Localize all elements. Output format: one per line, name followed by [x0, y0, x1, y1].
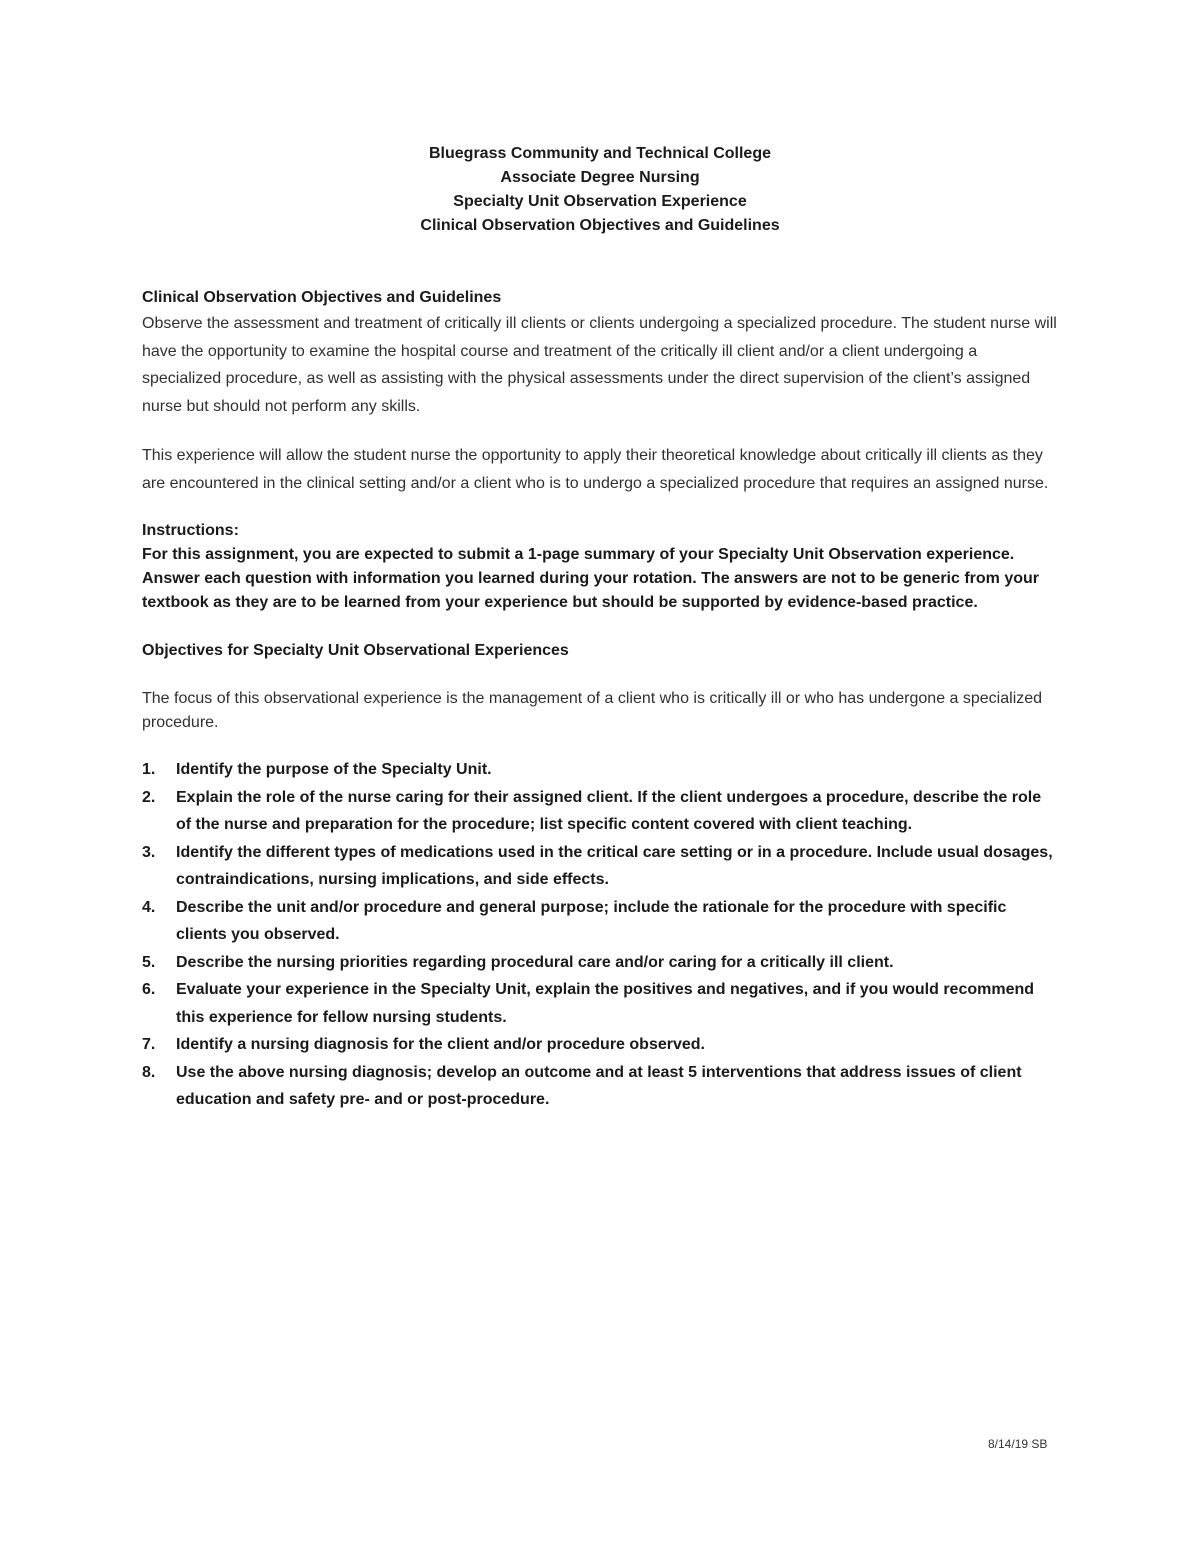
- list-item-text: Use the above nursing diagnosis; develop an outcome and at least 5 interventions that address issues of client education and safety pre- and or post-procedure.: [176, 1063, 1022, 1108]
- guidelines-paragraph-1: Observe the assessment and treatment of critically ill clients or clients undergoing a specialized procedure. The student nurse will have the opportunity to examine the hospital course and treatment of the critically ill client and/or a client undergoing a specialized procedure, as well as assisting with the physical assessments under the direct supervision of the client’s assigned nurse but should not perform any skills.: [142, 315, 1057, 415]
- list-item-number: 6.: [142, 981, 156, 998]
- experience-title: Specialty Unit Observation Experience: [453, 193, 747, 210]
- guidelines-heading: Clinical Observation Objectives and Guidelines: [142, 289, 502, 306]
- list-item-number: 3.: [142, 843, 156, 861]
- program-name: Associate Degree Nursing: [500, 169, 700, 186]
- document-header: [0, 142, 1200, 238]
- instructions-text: For this assignment, you are expected to submit a 1-page summary of your Specialty Unit Observation experience. Answer each question with information you learned during your rotation. The answers are not to be generic from your textbook as they are to be learned from your experience but should be supported by evidence-based practice.: [142, 546, 1040, 611]
- list-item-number: 1.: [142, 761, 156, 778]
- list-item: [142, 839, 1060, 894]
- list-item-text: Identify the different types of medications used in the critical care setting or in a procedure. Include usual dosages, contraindications, nursing implications, and side effects.: [176, 843, 1053, 888]
- list-item-text: Identify a nursing diagnosis for the client and/or procedure observed.: [176, 1036, 705, 1053]
- list-item-number: 4.: [142, 898, 156, 916]
- list-item-number: 2.: [142, 788, 156, 806]
- document-title: Clinical Observation Objectives and Guidelines: [420, 217, 780, 234]
- list-item: [142, 756, 1060, 784]
- objectives-list: [142, 756, 1060, 1114]
- list-item-text: Describe the unit and/or procedure and general purpose; include the rationale for the procedure with specific clients you observed.: [176, 898, 1007, 943]
- list-item-text: Explain the role of the nurse caring for their assigned client. If the client undergoes a procedure, describe the role of the nurse and preparation for the procedure; list specific content covered with client teaching.: [176, 788, 1042, 833]
- list-item-text: Evaluate your experience in the Specialty Unit, explain the positives and negatives, and if you would recommend this experience for fellow nursing students.: [176, 981, 1035, 1026]
- instructions-heading: Instructions:: [142, 522, 239, 539]
- list-item-number: 7.: [142, 1036, 156, 1053]
- objectives-focus: The focus of this observational experience is the management of a client who is critically ill or who has undergone a specialized procedure.: [142, 690, 1043, 731]
- list-item: [142, 894, 1060, 949]
- list-item: [142, 1059, 1060, 1114]
- revision-stamp: 8/14/19 SB: [988, 1437, 1048, 1451]
- list-item: [142, 1031, 1060, 1059]
- guidelines-paragraph-2: This experience will allow the student nurse the opportunity to apply their theoretical knowledge about critically ill clients as they are encountered in the clinical setting and/or a client who is to undergo a specialized procedure that requires an assigned nurse.: [142, 447, 1049, 492]
- list-item-number: 5.: [142, 953, 156, 971]
- list-item: [142, 784, 1060, 839]
- list-item-text: Describe the nursing priorities regarding procedural care and/or caring for a critically ill client.: [176, 953, 894, 971]
- list-item-number: 8.: [142, 1063, 156, 1081]
- list-item: [142, 976, 1060, 1031]
- list-item: [142, 949, 1060, 977]
- list-item-text: Identify the purpose of the Specialty Unit.: [176, 761, 492, 778]
- college-name: Bluegrass Community and Technical College: [429, 145, 771, 162]
- document-body: [142, 286, 1060, 1114]
- objectives-heading: Objectives for Specialty Unit Observational Experiences: [142, 642, 569, 659]
